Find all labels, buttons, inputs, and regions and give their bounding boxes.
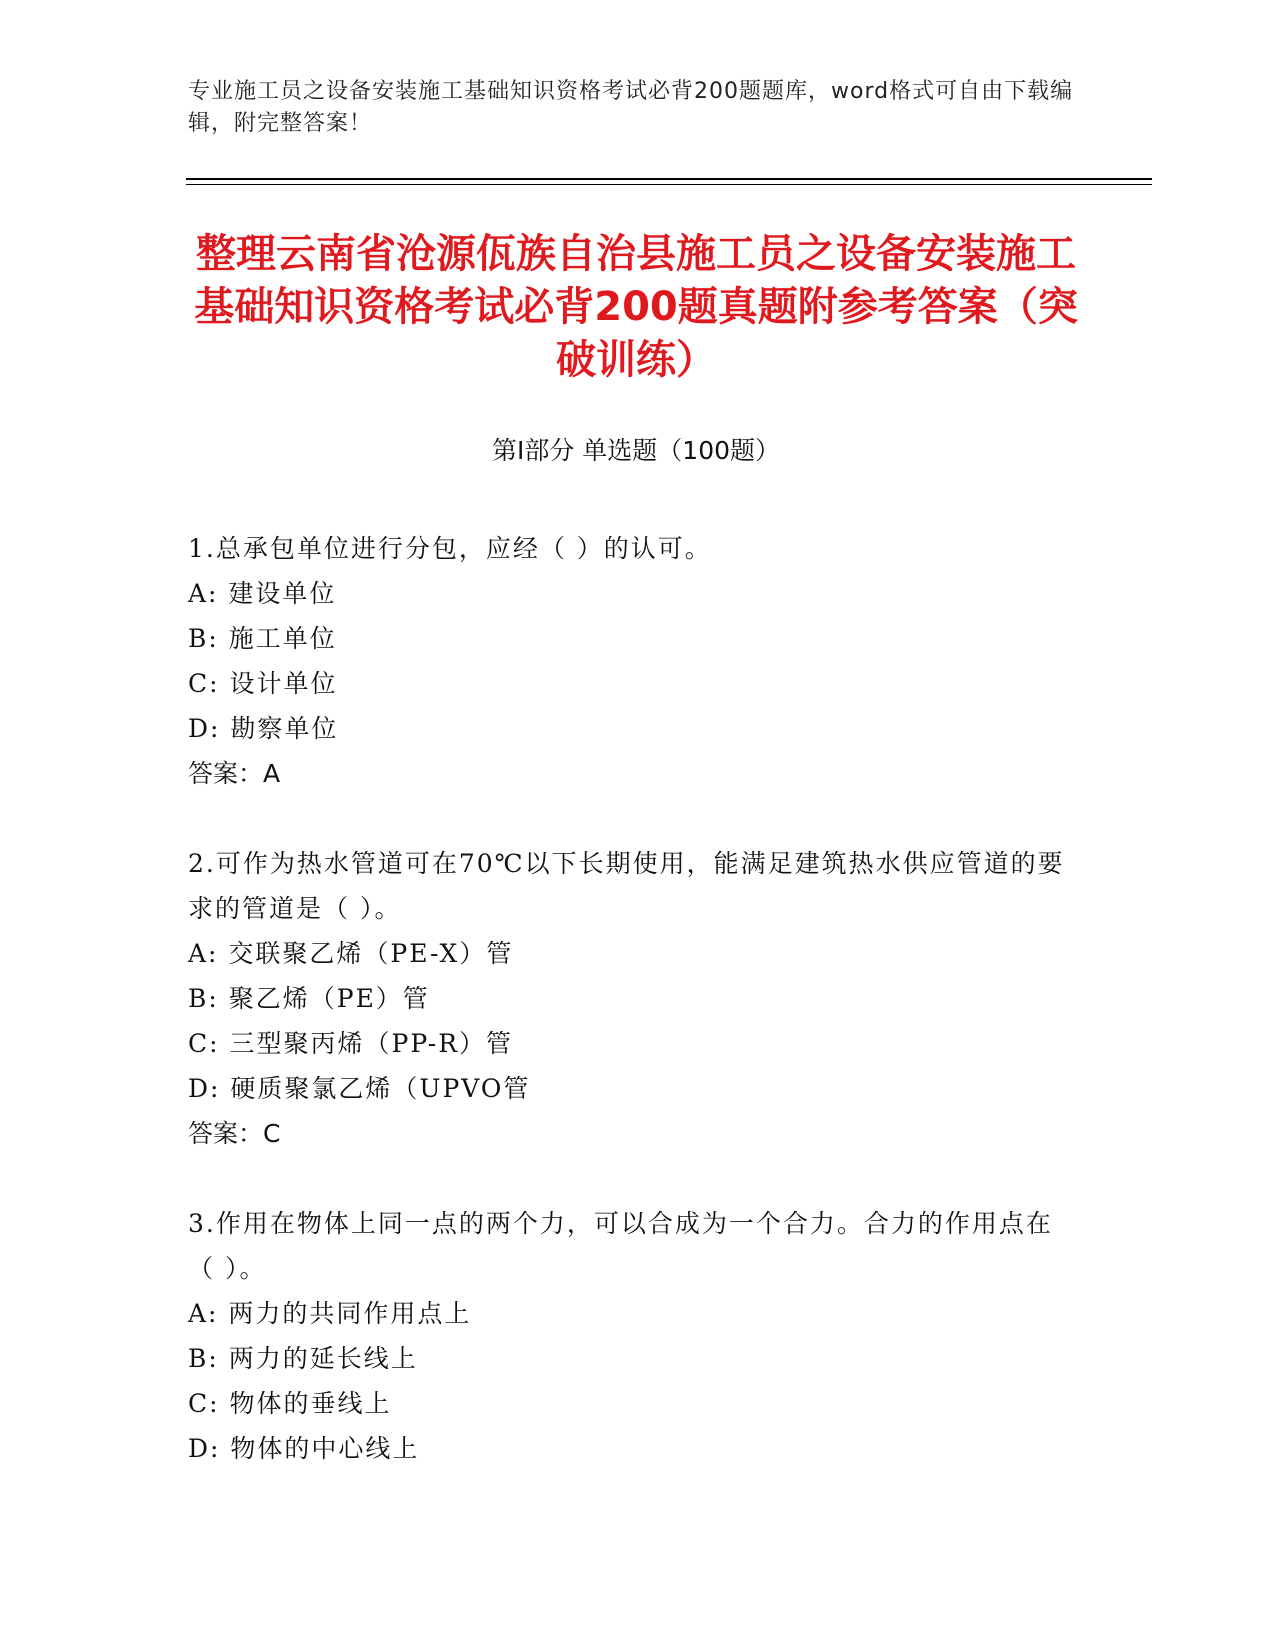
- answer: 答案：C: [188, 1119, 281, 1148]
- document-title: 整理云南省沧源佤族自治县施工员之设备安装施工基础知识资格考试必背200题真题附参考答案（突破训练）: [194, 231, 1078, 383]
- option-d: D: 硬质聚氯乙烯（UPVO管: [188, 1074, 531, 1103]
- question-1: [188, 526, 1068, 796]
- option-a: A: 两力的共同作用点上: [188, 1299, 472, 1328]
- option-b: B: 两力的延长线上: [188, 1344, 418, 1373]
- header-note: 专业施工员之设备安装施工基础知识资格考试必背200题题库，word格式可自由下载编辑，附完整答案！: [188, 79, 1074, 136]
- option-c: C: 物体的垂线上: [188, 1389, 392, 1418]
- question-2: [188, 841, 1068, 1156]
- option-a: A: 建设单位: [188, 579, 337, 608]
- answer: 答案：A: [188, 759, 281, 788]
- option-d: D: 勘察单位: [188, 714, 339, 743]
- option-b: B: 施工单位: [188, 624, 337, 653]
- header-rule-thick: [186, 178, 1152, 180]
- question-text: 3.作用在物体上同一点的两个力，可以合成为一个合力。合力的作用点在（ ）。: [188, 1209, 1053, 1283]
- question-list: [188, 526, 1068, 1516]
- option-d: D: 物体的中心线上: [188, 1434, 420, 1463]
- option-b: B: 聚乙烯（PE）管: [188, 984, 430, 1013]
- question-3: [188, 1201, 1068, 1471]
- option-c: C: 设计单位: [188, 669, 338, 698]
- section-title: 第Ⅰ部分 单选题（100题）: [491, 436, 781, 465]
- option-c: C: 三型聚丙烯（PP-R）管: [188, 1029, 514, 1058]
- header-rule-thin: [186, 184, 1152, 185]
- option-a: A: 交联聚乙烯（PE-X）管: [188, 939, 514, 968]
- question-text: 2.可作为热水管道可在70℃以下长期使用，能满足建筑热水供应管道的要求的管道是（ ）。: [188, 849, 1065, 923]
- question-text: 1.总承包单位进行分包，应经（ ）的认可。: [188, 534, 712, 563]
